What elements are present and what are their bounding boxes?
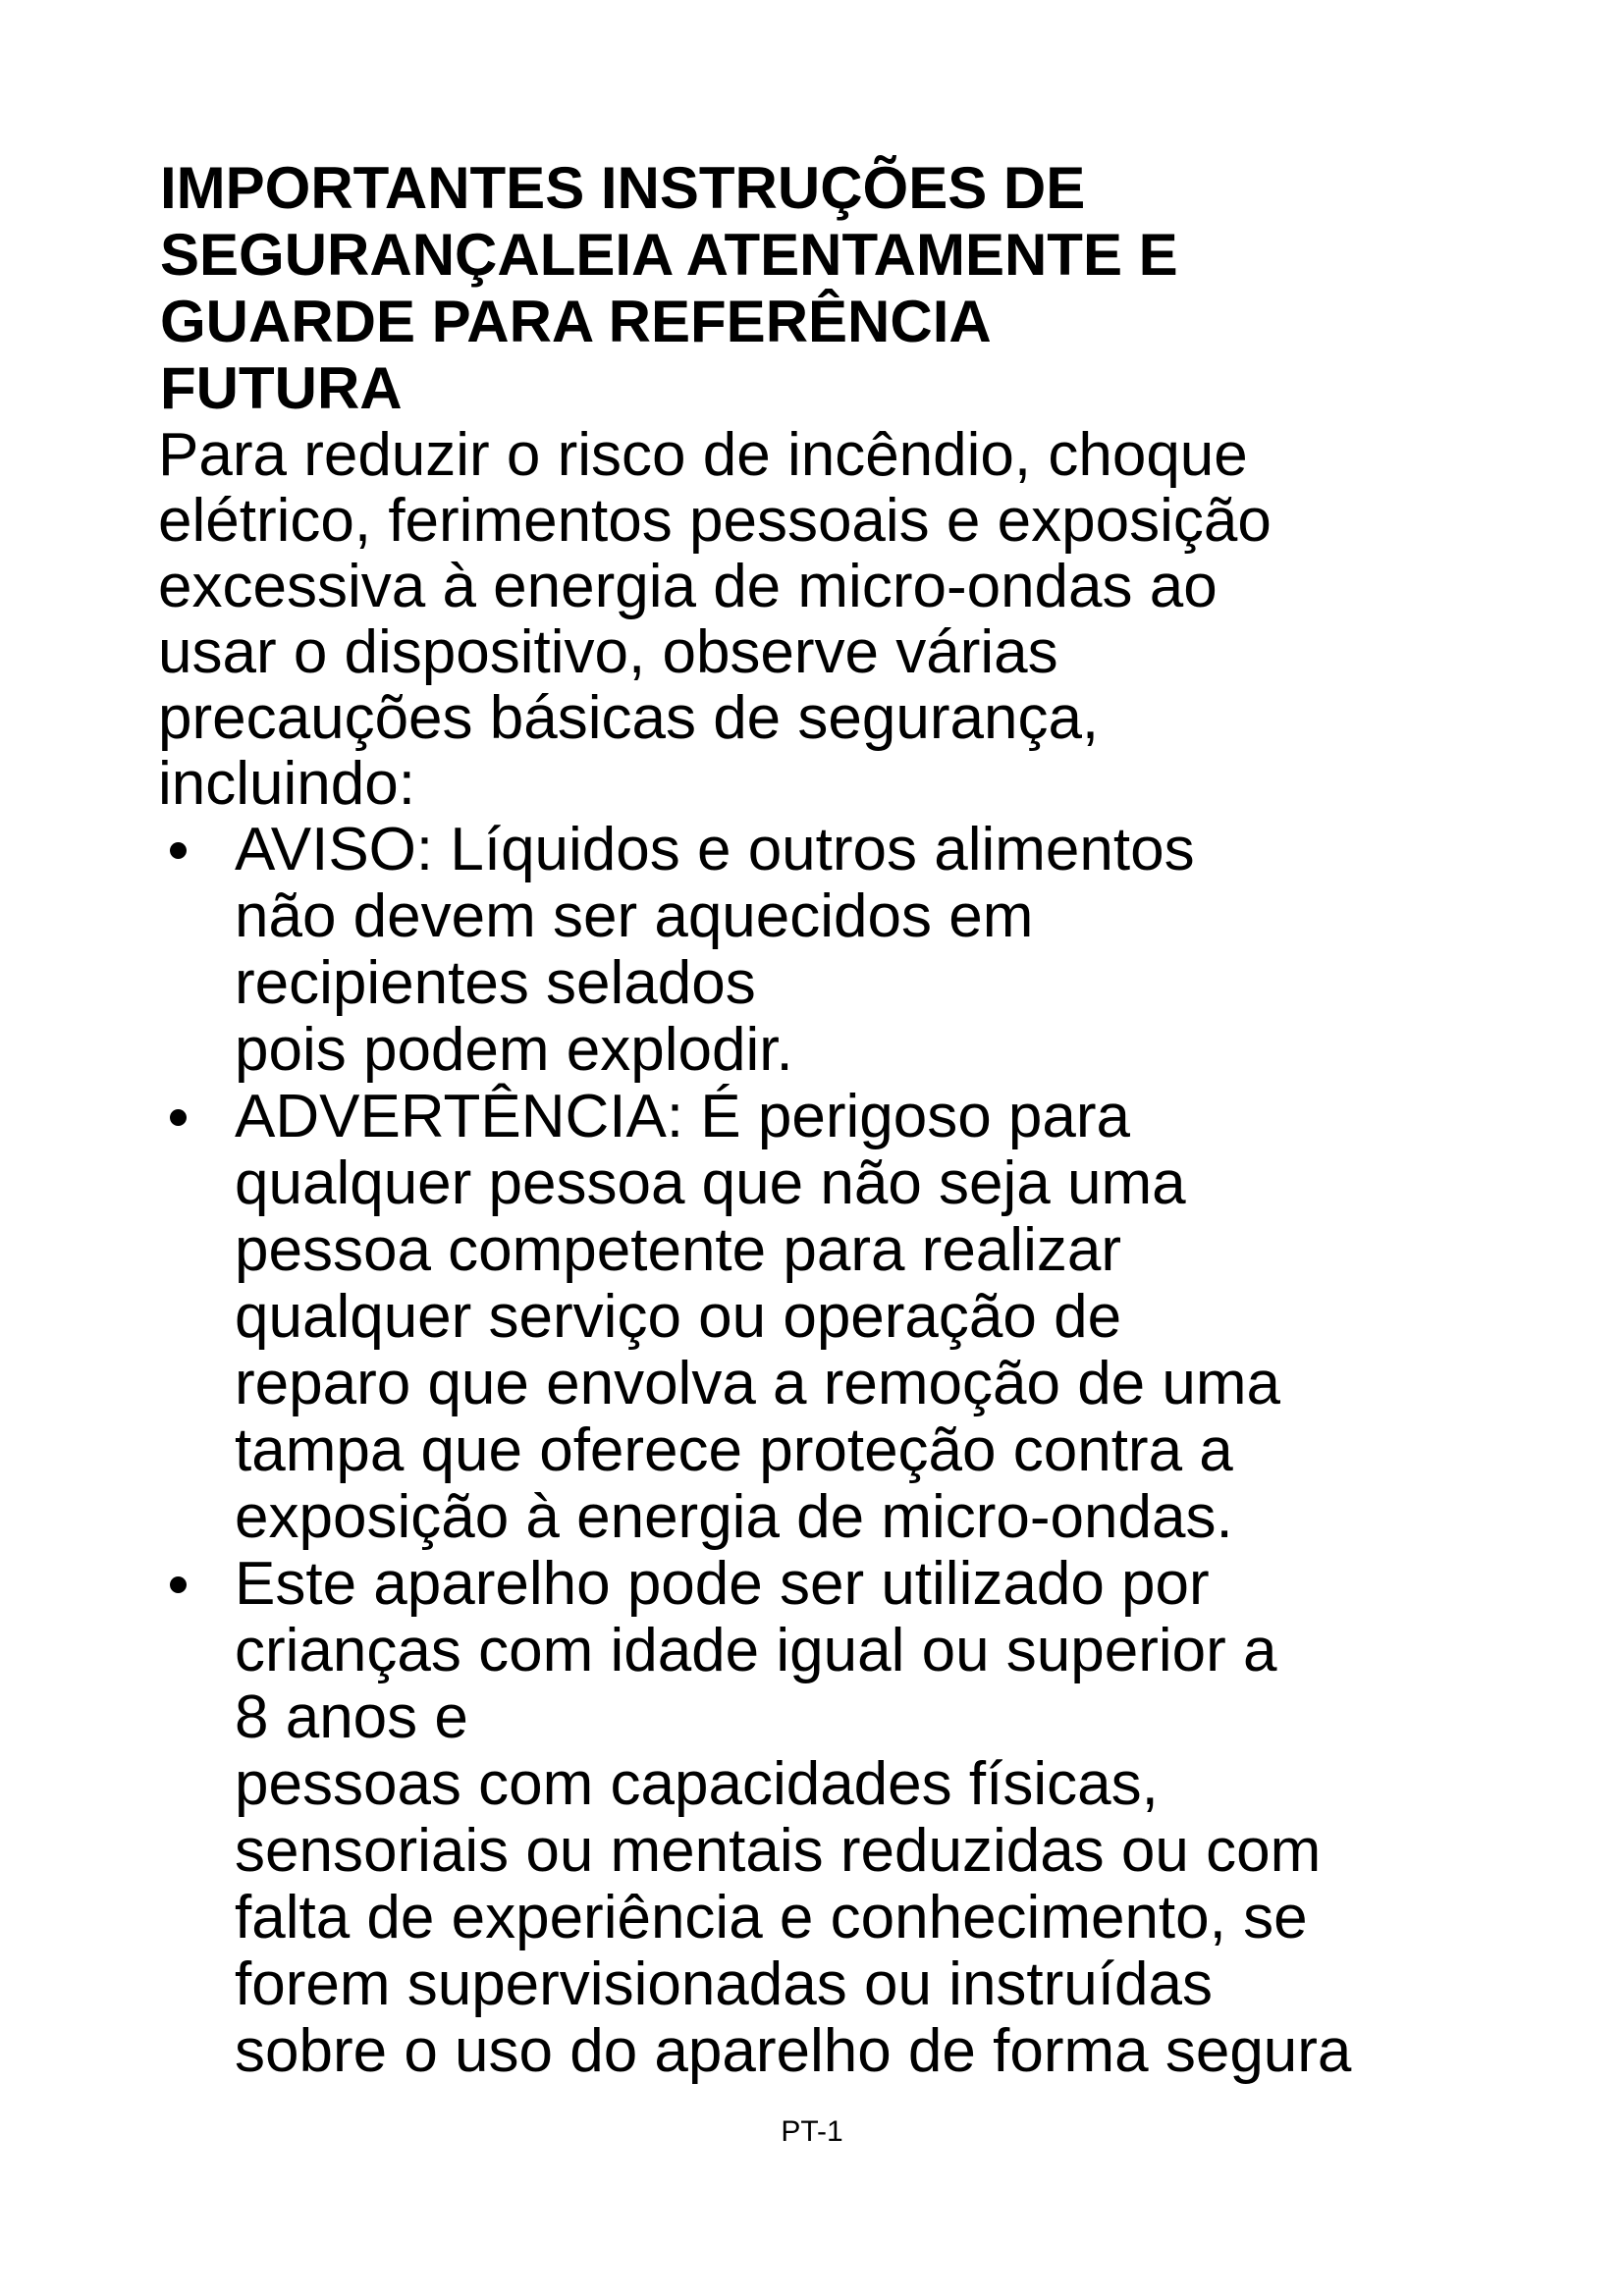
bullet-line: 8 anos e xyxy=(235,1683,468,1751)
bullet-line: Este aparelho pode ser utilizado por xyxy=(235,1550,1210,1618)
bullet-line: pessoa competente para realizar xyxy=(235,1216,1121,1284)
bullet-line: sobre o uso do aparelho de forma segura xyxy=(235,2017,1352,2085)
intro-line: excessiva à energia de micro-ondas ao xyxy=(158,553,1218,620)
intro-line: precauções básicas de segurança, xyxy=(158,684,1100,752)
bullet-line: falta de experiência e conhecimento, se xyxy=(235,1884,1308,1951)
bullet-line: tampa que oferece proteção contra a xyxy=(235,1416,1233,1484)
bullet-dot-icon xyxy=(170,1109,187,1126)
title-line: SEGURANÇALEIA ATENTAMENTE E xyxy=(160,222,1178,288)
bullet-dot-icon xyxy=(170,842,187,859)
intro-line: elétrico, ferimentos pessoais e exposição xyxy=(158,487,1272,555)
page-number: PT-1 xyxy=(781,2115,843,2148)
bullet-line: recipientes selados xyxy=(235,949,756,1017)
bullet-line: pois podem explodir. xyxy=(235,1016,793,1084)
intro-line: incluindo: xyxy=(158,750,415,818)
bullet-item-advertencia xyxy=(158,1084,1533,1551)
bullet-dot-icon xyxy=(170,1576,187,1593)
bullet-line: crianças com idade igual ou superior a xyxy=(235,1617,1277,1684)
bullet-line: não devem ser aquecidos em xyxy=(235,882,1034,950)
bullet-line: reparo que envolva a remoção de uma xyxy=(235,1350,1280,1417)
bullet-line: sensoriais ou mentais reduzidas ou com xyxy=(235,1817,1322,1885)
bullet-line: forem supervisionadas ou instruídas xyxy=(235,1950,1213,2018)
safety-bullet-list xyxy=(158,817,1533,2085)
title-line: FUTURA xyxy=(160,355,403,421)
bullet-line: AVISO: Líquidos e outros alimentos xyxy=(235,816,1195,883)
bullet-line: ADVERTÊNCIA: É perigoso para xyxy=(235,1083,1131,1150)
bullet-line: pessoas com capacidades físicas, xyxy=(235,1750,1159,1818)
intro-paragraph xyxy=(158,422,1533,817)
bullet-line: exposição à energia de micro-ondas. xyxy=(235,1483,1233,1551)
intro-line: usar o dispositivo, observe várias xyxy=(158,618,1058,686)
title-line: IMPORTANTES INSTRUÇÕES DE xyxy=(160,155,1086,221)
bullet-line: qualquer pessoa que não seja uma xyxy=(235,1149,1186,1217)
title-line: GUARDE PARA REFERÊNCIA xyxy=(160,289,992,354)
intro-line: Para reduzir o risco de incêndio, choque xyxy=(158,421,1248,489)
page-title xyxy=(160,155,1495,422)
bullet-line: qualquer serviço ou operação de xyxy=(235,1283,1122,1351)
bullet-item-children-usage xyxy=(158,1551,1533,2085)
bullet-item-aviso xyxy=(158,817,1533,1084)
